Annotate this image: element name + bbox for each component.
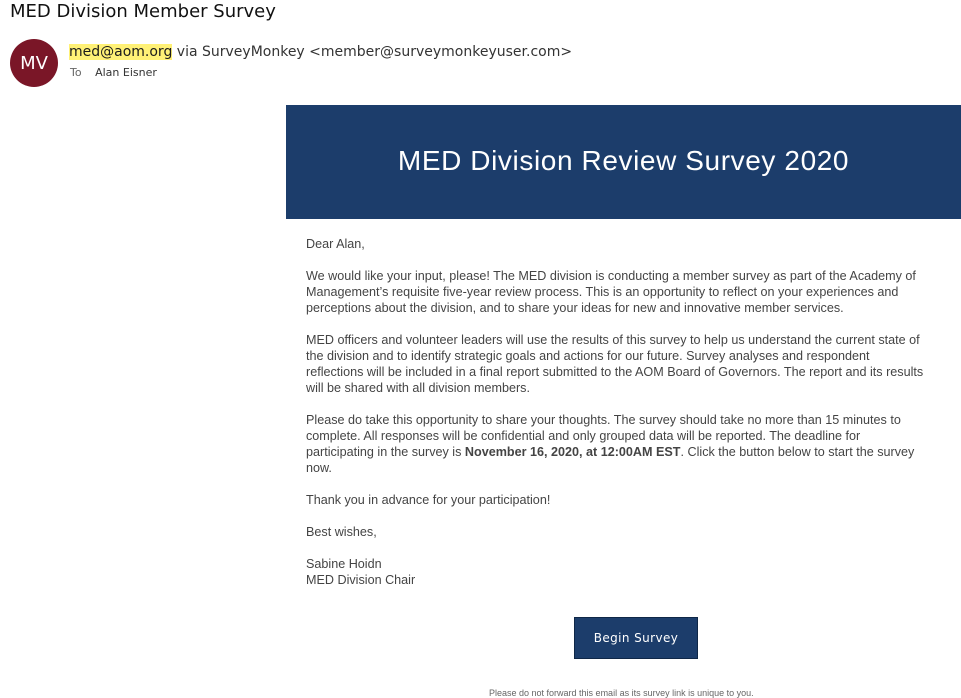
- banner-title: MED Division Review Survey 2020: [397, 145, 850, 176]
- paragraph-usage: MED officers and volunteer leaders will use the results of this survey to help us understand the current state of the division and to identify strategic goals and actions for our future. Survey analyses and respondent reflections will be included in a final report submitted to the AOM Board of Governors. The report and its results will be shared with all division members.: [306, 333, 924, 395]
- to-line: [70, 66, 157, 79]
- email-body: [306, 236, 961, 604]
- sender-via-text: via SurveyMonkey <member@surveymonkeyuser.com>: [172, 44, 573, 60]
- greeting: Dear Alan,: [306, 237, 365, 251]
- deadline-text-before: Please do take this opportunity to share your thoughts. The survey should take no more than 15 minutes to complete. All responses will be confidential and only grouped data will be reported. The deadline for participating in the survey is: [306, 413, 901, 459]
- survey-banner: [286, 105, 961, 219]
- signature-name: Sabine Hoidn: [306, 557, 382, 571]
- from-line: [69, 44, 572, 60]
- email-subject: MED Division Member Survey: [10, 1, 276, 22]
- sender-email-link[interactable]: med@aom.org: [69, 44, 173, 60]
- recipient-name[interactable]: Alan Eisner: [95, 66, 157, 79]
- closing-line: Best wishes,: [306, 525, 377, 539]
- deadline-text-after: . Click the button below to start the survey now.: [306, 445, 915, 475]
- paragraph-intro: We would like your input, please! The MED division is conducting a member survey as part of the Academy of Management’s requisite five-year review process. This is an opportunity to reflect on your experiences and perceptions about the division, and to share your ideas for new and innovative member services.: [306, 269, 916, 315]
- footer-note: Please do not forward this email as its survey link is unique to you.: [489, 688, 754, 698]
- avatar-initials: MV: [20, 52, 48, 74]
- signature: [306, 556, 961, 588]
- thanks-line: Thank you in advance for your participation!: [306, 493, 551, 507]
- paragraph-deadline: [306, 412, 961, 476]
- to-label: To: [70, 66, 82, 79]
- begin-survey-button[interactable]: Begin Survey: [574, 617, 698, 659]
- signature-title: MED Division Chair: [306, 573, 416, 587]
- sender-avatar[interactable]: [10, 39, 58, 87]
- deadline-date: November 16, 2020, at 12:00AM EST: [464, 445, 681, 459]
